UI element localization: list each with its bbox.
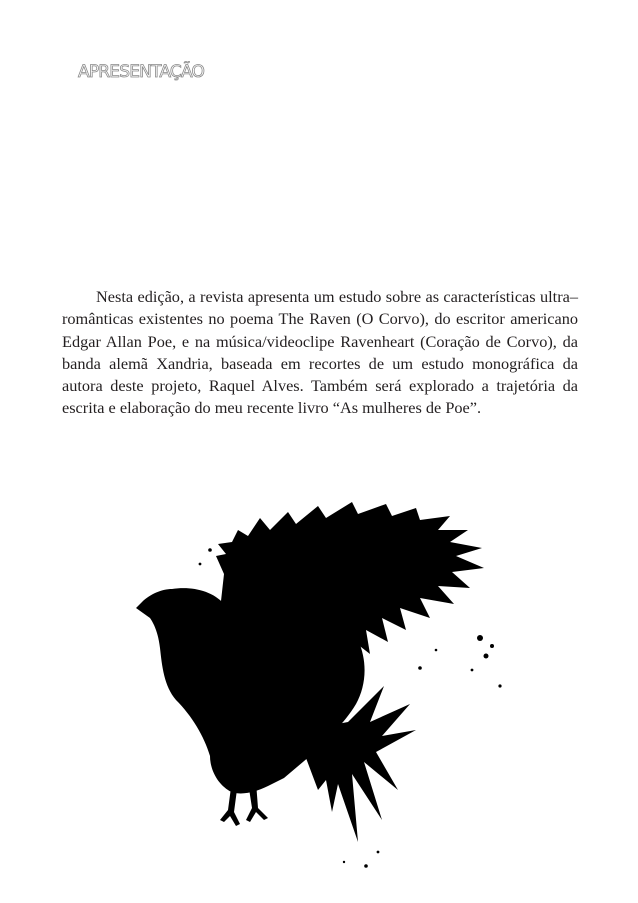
section-title: APRESENTAÇÃO — [78, 62, 205, 82]
presentation-paragraph: Nesta edição, a revista apresenta um estudo sobre as características ultra–românticas existentes no poema The Raven (O Corvo), do escritor americano Edgar Allan Poe, e na música/videoclipe Ravenheart (Coração de Corvo), da banda alemã Xandria, baseada em recortes de um estudo monográfica da autora deste projeto, Raquel Alves. Também será explorado a trajetória da escrita e elaboração do meu recente livro “As mulheres de Poe”. — [62, 287, 578, 418]
raven-silhouette-icon — [120, 490, 620, 890]
raven-illustration — [136, 502, 502, 868]
